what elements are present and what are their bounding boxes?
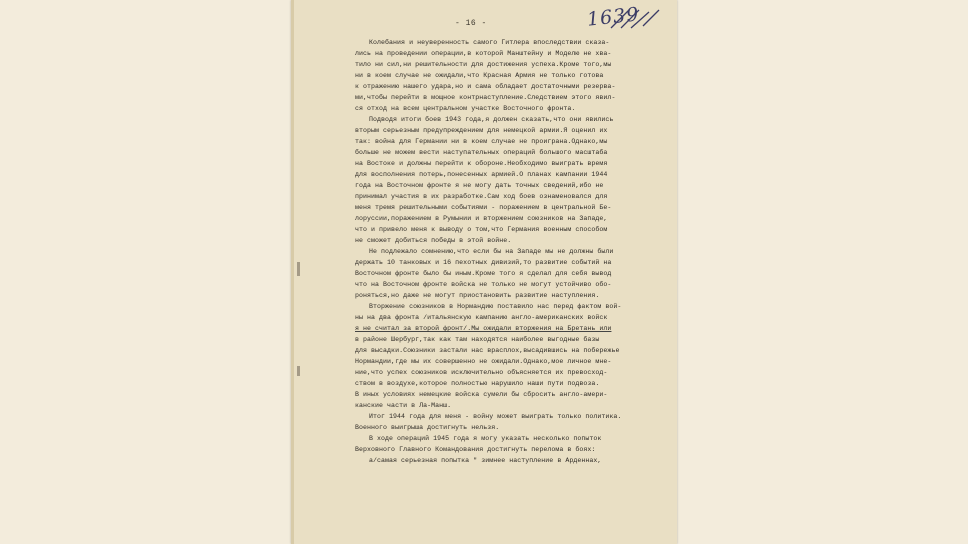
text-line: к отражению нашего удара,но и сама обладает достаточными резерва- [355,83,616,90]
text-line: в районе Шербург,так как там находятся наиболее выгодные базы [355,336,600,343]
text-line: канские части в Ла-Манш. [355,402,452,409]
text-line: для высадки.Союзники застали нас врасплох,высадившись на побережье [355,347,620,354]
text-line: года на Восточном фронте я не могу дать точных сведений,ибо не [355,182,604,189]
text-line: Военного выигрыша достигнуть нельзя. [355,424,500,431]
typewritten-text [355,37,671,466]
text-line: Вторжение союзников в Нормандию поставило нас перед фактом вой- [369,303,622,310]
text-line: не сможет добиться победы в этой войне. [355,237,512,244]
text-line: а/самая серьезная попытка " зимнее наступление в Арденнах, [369,457,602,464]
text-line: так: война для Германии ни в коем случае не проиграна.Однако,мы [355,138,608,145]
text-line: я не считал за второй фронт/.Мы ожидали вторжения на Бретань или [355,325,612,332]
text-line: лись на проведении операции,в которой Манштейну и Моделю не хва- [355,50,612,57]
text-line: ством в воздухе,которое полностью нарушило наши пути подвоза. [355,380,600,387]
text-line: что на Восточном фронте войска не только не могут устойчиво обо- [355,281,612,288]
text-line: Итог 1944 года для меня - войну может выиграть только политика. [369,413,622,420]
text-line: лоруссии,поражением в Румынии и вторжением союзников на Западе, [355,215,608,222]
text-line: ми,чтобы перейти в мощное контрнаступление.Следствием этого явил- [355,94,616,101]
text-line: для восполнения потерь,понесенных армией.О планах кампании 1944 [355,171,608,178]
document-page [291,0,677,544]
text-line: В иных условиях немецкие войска сумели бы сбросить англо-амери- [355,391,608,398]
text-line: что и привело меня к выводу о том,что Германия военным способом [355,226,608,233]
text-line: на Востоке и должны перейти к обороне.Необходимо выиграть время [355,160,608,167]
archive-number-handwritten: 1639 [585,3,641,31]
text-line: ны на два фронта /итальянскую кампанию англо-американских войск [355,314,608,321]
text-line: меня тремя решительными событиями - поражением в центральной Бе- [355,204,612,211]
handwritten-strike-icon [609,8,661,30]
text-line: Восточном фронте было бы иным.Кроме того я сделал для себя вывод [355,270,612,277]
text-line: принимал участия в их разработке.Сам ход боев ознаменовался для [355,193,608,200]
text-line: тило ни сил,ни решительности для достижения успеха.Кроме того,мы [355,61,612,68]
text-line: вторым серьезным предупреждением для немецкой армии.Я оценил их [355,127,608,134]
margin-pencil-mark [297,366,300,376]
text-line: Колебания и неуверенность самого Гитлера впоследствии сказа- [369,39,610,46]
text-line: Не подлежало сомнению,что если бы на Западе мы не должны были [369,248,614,255]
text-line: больше не можем вести наступательных операций большого масштаба [355,149,608,156]
text-line: Верховного Главного Командования достигнуть перелома в боях: [355,446,596,453]
text-line: держать 10 танковых и 16 пехотных дивизий,то развитие событий на [355,259,612,266]
text-line: роняться,но даже не могут приостановить развитие наступления. [355,292,600,299]
text-line: ни в коем случае не ожидали,что Красная Армия не только готова [355,72,604,79]
text-line: ся отход на всем центральном участке Восточного фронта. [355,105,576,112]
page-number: - 16 - [455,19,487,28]
text-line: Подводя итоги боев 1943 года,я должен сказать,что они явились [369,116,614,123]
margin-pencil-mark [297,262,300,276]
text-line: В ходе операций 1945 года я могу указать несколько попыток [369,435,602,442]
text-line: ние,что успех союзников исключительно объясняется их превосход- [355,369,608,376]
text-line: Нормандии,где мы их совершенно не ожидали.Однако,мое личное мне- [355,358,612,365]
